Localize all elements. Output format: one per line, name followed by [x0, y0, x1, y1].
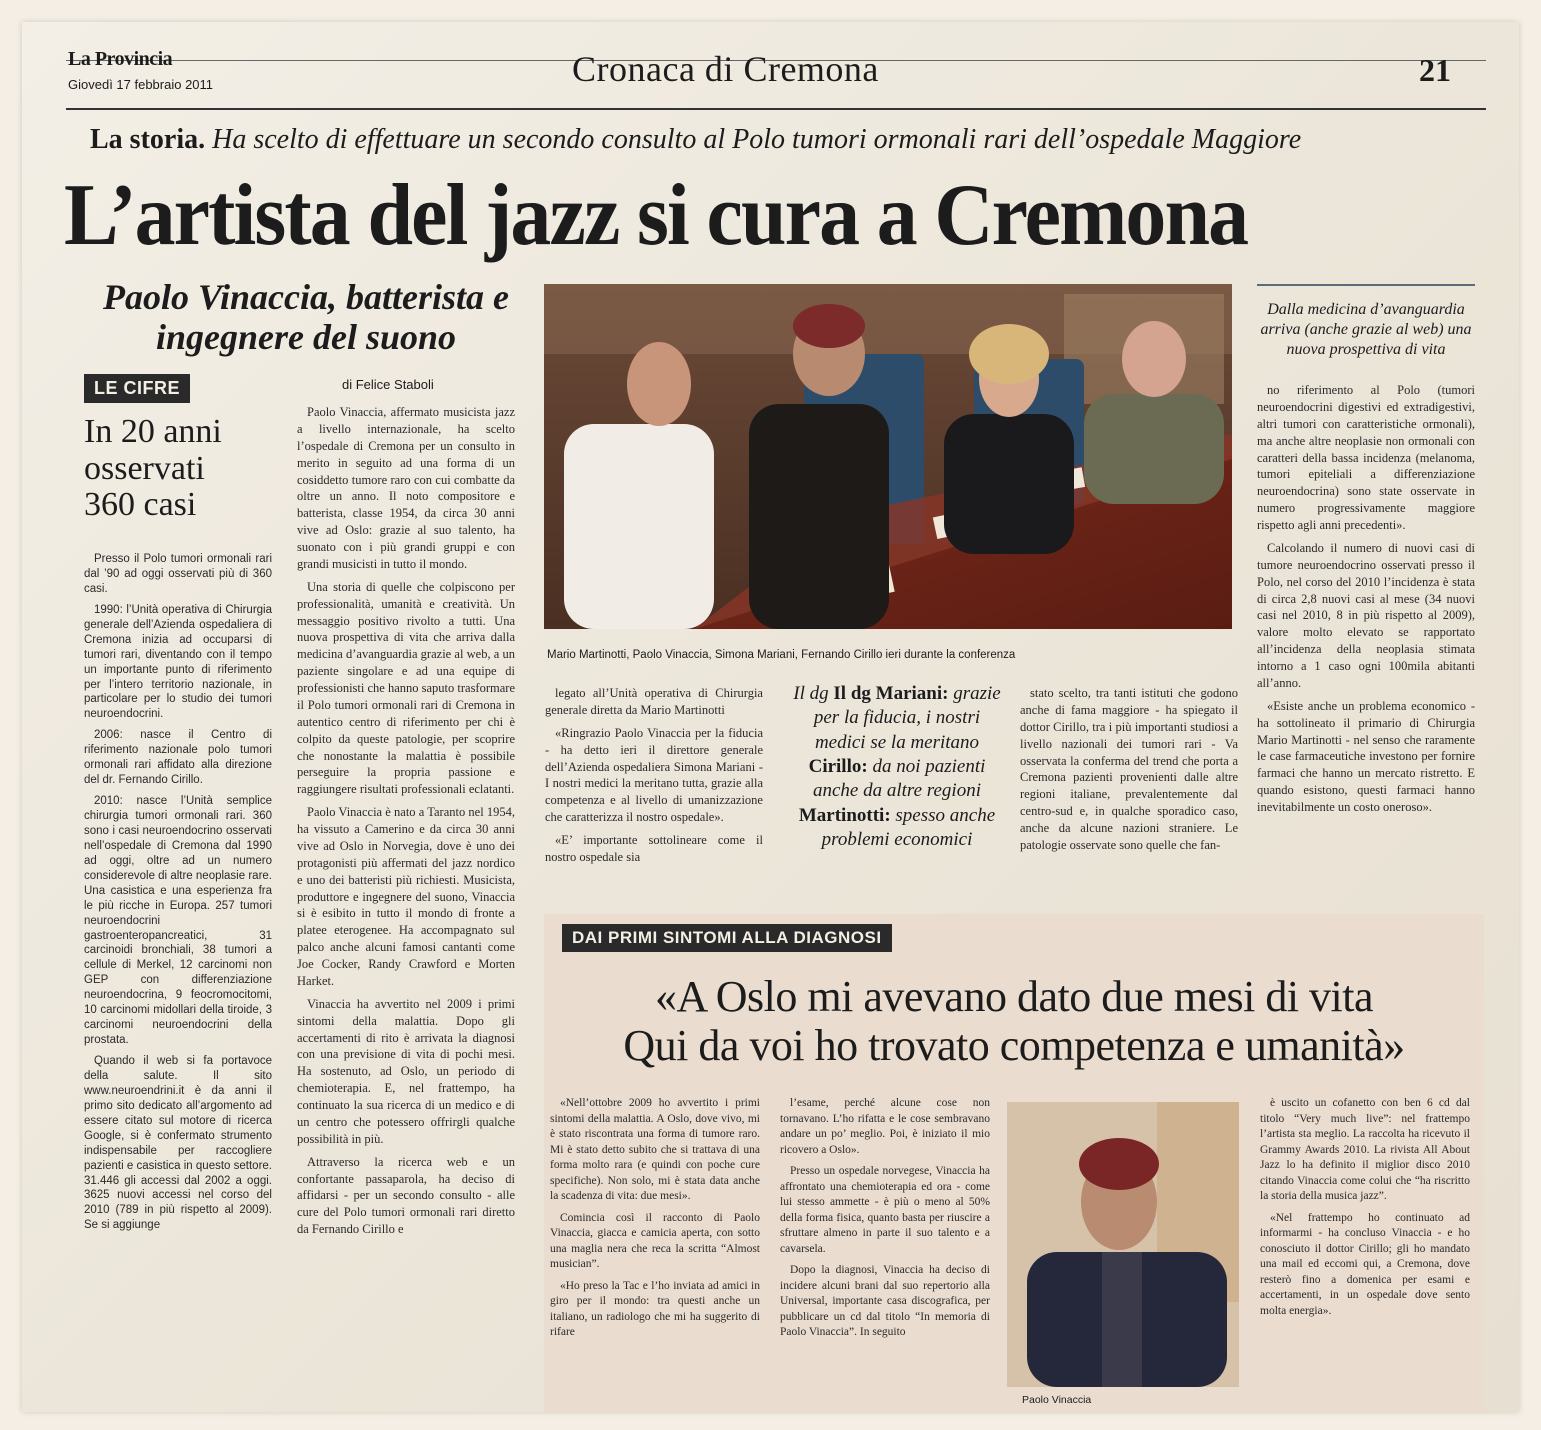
interview-headline-line: Qui da voi ho trovato competenza e umanità»: [623, 1021, 1405, 1071]
interview-paragraph: «Ho preso la Tac e l’ho inviata ad amici in giro per il mondo: tra questi anche un italiano, un radiologo che mi ha suggerito di rifare: [550, 1279, 760, 1339]
article-column-3: [1020, 685, 1238, 890]
article-paragraph: stato scelto, tra tanti istituti che godono anche di fama maggiore - ha spiegato il dottor Cirillo, tra i più importanti studiosi a livello nazionali dei tumori rari - Va osservata la conferma del trend che porta a Cremona pazienti provenienti dalle altre regioni italiane, prevalentemente dal centro-sud e, in qualche sporadico caso, anche da alcune nazioni straniere. Le patologie osservate sono quelle che fan-: [1020, 686, 1238, 852]
article-paragraph: «E’ importante sottolineare come il nostro ospedale sia: [545, 833, 763, 864]
interview-paragraph: Dopo la diagnosi, Vinaccia ha deciso di incidere alcuni brani dal suo repertorio alla Universal, importante casa discografica, per pubblicare un cd dal titolo “In memoria di Paolo Vinaccia”. In seguito: [780, 1264, 990, 1339]
interview-column-1: [550, 1096, 760, 1396]
press-conference-photo: [544, 284, 1232, 629]
interview-paragraph: «Nel frattempo ho continuato ad informarmi - ha concluso Vinaccia - e ho conosciuto il dottor Cirillo; gli ho mandato una mail ed eccomi qui, a Cremona, dove resterò fino a domenica per esami e accertamenti, in un ospedale dove sento molta energia».: [1260, 1211, 1470, 1317]
interview-paragraph: l’esame, perché alcune cose non tornavano. L’ho rifatta e le cose sembravano andare un po’ meglio. Poi, è iniziato il mio ricovero a Oslo».: [780, 1097, 990, 1156]
article-paragraph: Paolo Vinaccia, affermato musicista jazz a livello internazionale, ha scelto l’ospedale di Cremona per un consulto in merito in seguito ad una forma di un cosiddetto tumore raro con cui combatte da oltre un anno. Il noto compositore e batterista, classe 1954, da circa 30 anni vive ad Oslo: grazie al suo talento, ha suonato con i più grandi gruppi e con grandi musicisti in tutto il mondo.: [297, 405, 515, 571]
cifre-tag: LE CIFRE: [84, 374, 190, 403]
article-paragraph: Paolo Vinaccia è nato a Taranto nel 1954, ha vissuto a Camerino e da circa 30 anni vive ad Oslo in Norvegia, dove è uno dei protagonisti più affermati del jazz nordico e uno dei batteristi più richiesti. Musicista, produttore e ingegnere del suono, Vinaccia si è esibito in tutto il mondo di fronte a platee eterogenee. Ha accompagnato sul palco anche alcuni famosi cantanti come Joe Cocker, Randy Crawford e Morten Harket.: [297, 805, 515, 988]
article-paragraph: «Ringrazio Paolo Vinaccia per la fiducia - ha detto ieri il direttore generale dell’Azienda ospedaliera Simona Mariani - I nostri medici la meritano tutta, grazie alla competenza e al livello di umanizzazione che caratterizza il nostro ospedale».: [545, 725, 763, 825]
interview-paragraph: «Nell’ottobre 2009 ho avvertito i primi sintomi della malattia. A Oslo, dove vivo, mi è stato riscontrata una forma di tumore raro. Mi è stato detto subito che si trattava di una forma molto rara (e quindi con poche cure specifiche). Non solo, mi è stata data anche la scadenza di vita: due mesi».: [550, 1097, 760, 1203]
article-paragraph: Attraverso la ricerca web e un confortante passaparola, ha deciso di affidarsi - per un secondo consulto - alle cure del Polo tumori ormonali rari diretto da Fernando Cirillo e: [297, 1154, 515, 1237]
article-paragraph: «Esiste anche un problema economico - ha sottolineato il primario di Chirurgia Mario Martinotti - nel senso che raramente le case farmaceutiche investono per fornire farmaci che hanno un mercato ristretto. E quando esistono, questi farmaci hanno inevitabilmente un costo oneroso».: [1257, 698, 1475, 814]
issue-date: Giovedì 17 febbraio 2011: [68, 77, 214, 92]
article-kicker: [90, 124, 1301, 156]
masthead-rule: [66, 108, 1486, 110]
pull-quote: Il dg Il dg Mariani: grazie per la fiducia, i nostri medici se la meritano Cirillo: da noi pazienti anche da altre regioni Martinotti: spesso anche problemi economici: [793, 683, 1001, 850]
portrait-photo: [1007, 1102, 1239, 1387]
photo-caption: Mario Martinotti, Paolo Vinaccia, Simona Mariani, Fernando Cirillo ieri durante la conferenza: [547, 649, 1016, 661]
portrait-illustration: [1007, 1102, 1239, 1387]
portrait-caption: Paolo Vinaccia: [1022, 1394, 1092, 1406]
cifre-title: In 20 anni osservati 360 casi: [84, 413, 222, 524]
article-column-1: [297, 404, 515, 1412]
newspaper-page: [22, 22, 1519, 1412]
pullquote-name: Cirillo:: [808, 755, 868, 777]
interview-headline: [542, 972, 1486, 1071]
interview-paragraph: Comincia così il racconto di Paolo Vinaccia, giacca e camicia aperta, con sotto una maglia nera che reca la scritta “Almost musician”.: [550, 1211, 760, 1271]
interview-paragraph: Presso un ospedale norvegese, Vinaccia ha affrontato una chemioterapia ed ora - come lui stesso ammette - è più o meno al 50% della forma fisica, quanto basta per riuscire a sfruttare almeno in parte il suo talento e a cavarsela.: [780, 1165, 990, 1255]
article-paragraph: Vinaccia ha avvertito nel 2009 i primi sintomi della malattia. Dopo gli accertamenti di rito è arrivata la diagnosi con una previsione di vita di pochi mesi. Ha sostenuto, ad Oslo, un periodo di chemioterapia. E, nel frattempo, ha continuato la sua ricerca di un medico e di un centro che potessero offrirgli qualche possibilità in più.: [297, 996, 515, 1146]
article-column-4: [1257, 382, 1475, 892]
press-conference-illustration: [544, 284, 1232, 629]
newspaper-brand: La Provincia: [68, 48, 173, 70]
section-title: Cronaca di Cremona: [572, 49, 879, 89]
interview-headline-line: «A Oslo mi avevano dato due mesi di vita: [654, 972, 1374, 1021]
interview-column-3: [1260, 1096, 1470, 1396]
headline: L’artista del jazz si cura a Cremona: [64, 167, 1248, 264]
byline: di Felice Staboli: [342, 377, 434, 392]
cifre-paragraph: 2010: nasce l’Unità semplice chirurgia tumori ormonali rari. 360 sono i casi neuroendocrino osservati nell’ospedale di Cremona dal 1990 ad oggi, oltre ad un numero considerevole di altre neoplasie rare. Una casistica e una esperienza fra le più ricche in Europa. 257 tumori neuroendocrini gastroenteropancreatici, 31 carcinoidi bronchiali, 38 tumori a cellule di Merkel, 12 carcinomi non GEP con differenziazione neuroendocrina, 9 feocromocitomi, 10 carcinomi midollari della tiroide, 3 carcinomi neuroendocrini della prostata.: [84, 795, 272, 1047]
interview-column-2: [780, 1096, 990, 1396]
pullquote-text: spesso anche problemi economici: [821, 804, 996, 850]
kicker-label: La storia.: [90, 124, 206, 155]
sidebar-quote: Dalla medicina d’avanguardia arriva (anche grazie al web) una nuova prospettiva di vita: [1260, 301, 1472, 358]
kicker-text: Ha scelto di effettuare un secondo consulto al Polo tumori ormonali rari dell’ospedale Maggiore: [212, 124, 1302, 155]
pullquote-name: Martinotti:: [798, 804, 891, 826]
cifre-paragraph: 2006: nasce il Centro di riferimento nazionale polo tumori ormonali rari affidato alla direzione del dr. Fernando Cirillo.: [84, 729, 272, 787]
article-paragraph: no riferimento al Polo (tumori neuroendocrini digestivi ed extradigestivi, altri tumori con caratteristiche ormonali), ma anche altre neoplasie non ormonali con caratteri della bassa incidenza (melanoma, tumori epiteliali a differenziazione neuroendocrina) sono state osservate in numero progressivamente maggiore rispetto agli anni precedenti».: [1257, 383, 1475, 532]
article-column-2: [545, 685, 763, 890]
cifre-paragraph: Quando il web si fa portavoce della salute. Il sito www.neuroendrini.it è da anni il primo sito dedicato all’argomento ad essere citato sul motore di ricerca Google, si è confermato strumento indispensabile per raccogliere pazienti e casistica in questo settore. 31.446 gli accessi dal 2002 a oggi. 3625 nuovi accessi nel corso del 2010 (789 in più rispetto al 2009). Se si aggiunge: [84, 1055, 272, 1232]
cifre-column: [84, 552, 272, 1412]
interview-tag: DAI PRIMI SINTOMI ALLA DIAGNOSI: [562, 924, 892, 952]
pullquote-name: Il dg Mariani:: [833, 683, 949, 704]
article-paragraph: legato all’Unità operativa di Chirurgia generale diretta da Mario Martinotti: [545, 686, 763, 717]
cifre-paragraph: 1990: l’Unità operativa di Chirurgia generale dell’Azienda ospedaliera di Cremona inizia ad occuparsi di tumori rari, diventando con il tempo un importante punto di riferimento per l’intero territorio nazionale, in particolare per lo studio dei tumori neuroendocrini.: [84, 603, 272, 721]
sidebar-rule: [1257, 284, 1475, 286]
pullquote-text: grazie per la fiducia, i nostri medici se la meritano: [813, 683, 1001, 753]
article-paragraph: Calcolando il numero di nuovi casi di tumore neuroendocrino osservati presso il Polo, nel corso del 2010 l’incidenza è stata di circa 2,8 nuovi casi al mese (34 nuovi casi nel 2010, 8 in più rispetto al 2009), valore molto elevato se rapportato all’incidenza della neoplasia stimata intorno a 1 caso ogni 100mila abitanti all’anno.: [1257, 540, 1475, 690]
interview-paragraph: è uscito un cofanetto con ben 6 cd dal titolo “Very much live”: nel frattempo l’artista sta meglio. La raccolta ha ricevuto il Grammy Awards 2010. La rivista All About Jazz lo ha definito il miglior disco 2010 citando Vinaccia come colui che “ha riscritto la storia della musica jazz”.: [1260, 1097, 1470, 1203]
page-number: 21: [1419, 52, 1451, 88]
pullquote-text: da noi pazienti anche da altre regioni: [813, 755, 986, 802]
article-paragraph: Una storia di quelle che colpiscono per professionalità, umanità e creatività. Un messaggio positivo rivolto a tutti. Una nuova prospettiva di vita che arriva dalla medicina d’avanguardia grazie al web, a un paziente singolare e ad una equipe di professionisti che hanno saputo trasformare il Polo tumori ormonali rari di Cremona in autentico centro di riferimento per chi è colpito da queste patologie, per scoprire che nonostante la malattia è possibile perseguire la propria passione e raggiungere risultati professionali eclatanti.: [297, 579, 515, 797]
subhead: Paolo Vinaccia, batterista e ingegnere del suono: [103, 277, 509, 358]
cifre-paragraph: Presso il Polo tumori ormonali rari dal ’90 ad oggi osservati più di 360 casi.: [84, 553, 272, 595]
